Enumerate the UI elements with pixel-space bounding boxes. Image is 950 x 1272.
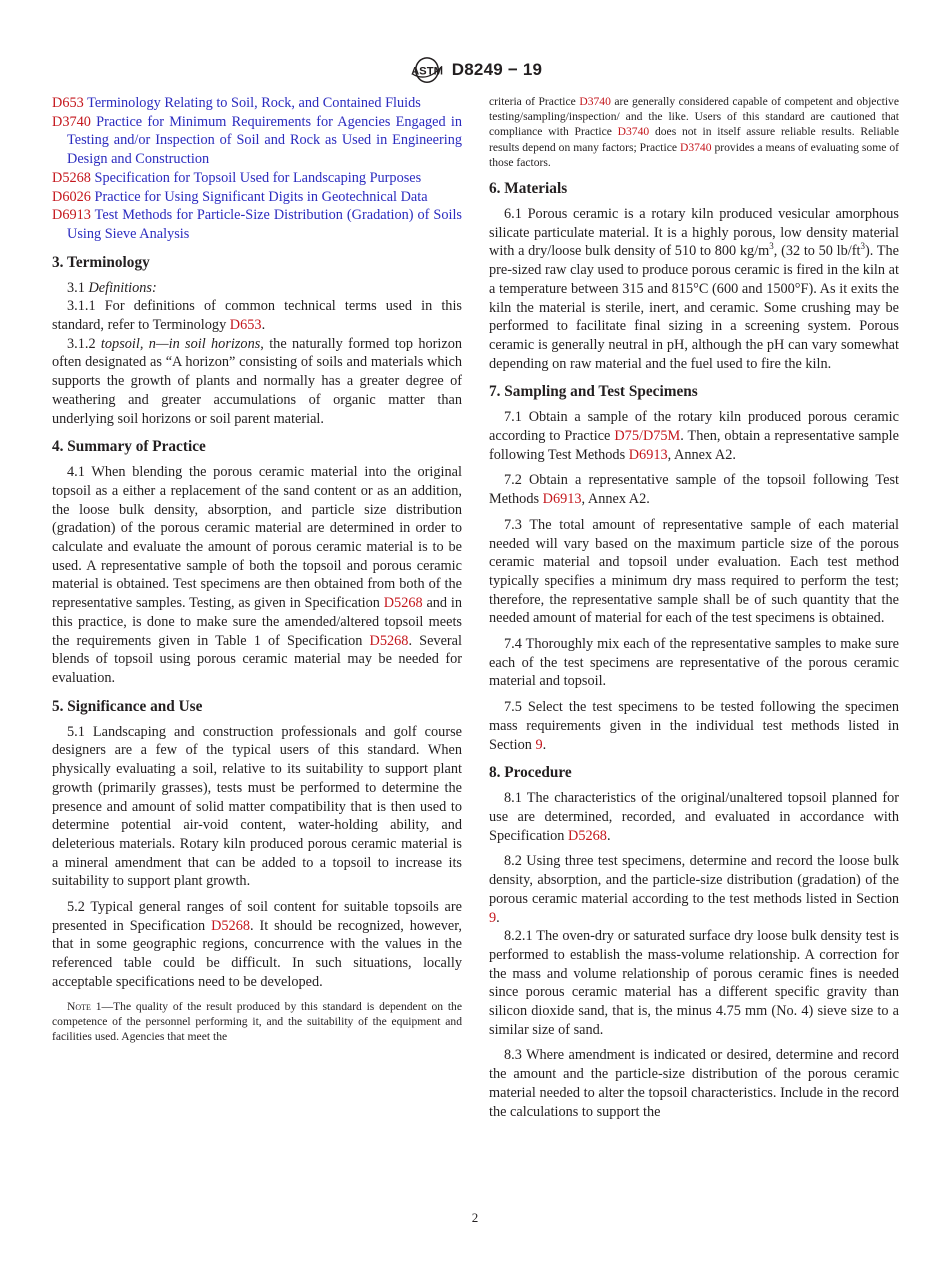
reference-link-d6913[interactable]: D6913 xyxy=(542,491,582,508)
page-header xyxy=(0,54,950,86)
reference-link-d75[interactable]: D75/D75M xyxy=(614,428,681,445)
reference-title-link[interactable]: Test Methods for Particle-Size Distribution (Gradation) of Soils Using Sieve Analysis xyxy=(67,207,462,242)
right-column xyxy=(489,94,899,1121)
referenced-documents-list xyxy=(52,94,462,244)
document-id: D8249 − 19 xyxy=(451,60,543,79)
reference-link-d3740[interactable]: D3740 xyxy=(617,125,650,139)
paragraph-3-1: 3.1 Definitions: xyxy=(67,279,157,296)
paragraph-3-1-1: 3.1.1 For definitions of common technical terms used in this standard, refer to Terminology D653. xyxy=(52,298,462,334)
reference-title-link[interactable]: Practice for Using Significant Digits in Geotechnical Data xyxy=(90,188,428,205)
reference-title-link[interactable]: Specification for Topsoil Used for Landscaping Purposes xyxy=(90,169,422,186)
section-heading-terminology: 3. Terminology xyxy=(52,253,150,271)
paragraph-6-1: 6.1 Porous ceramic is a rotary kiln produced vesicular amorphous silicate particulate material. It is a highly porous, low density material with a dry/loose bulk density of 510 to 800 $kg/m^3$, (32 to 50 $lb/ft^3$). The pre-sized raw clay used to produce porous ceramic is fired in the kiln at a temperature between 315 and 815°C (600 and 1500°F). As it exits the kiln the material is sterile, inert, and ceramic. Some crushing may be performed to facilitate final sizing in a screening system. Porous ceramic is generally neutral in pH, although the pH can vary somewhat depending on raw material and the fuel used to fire the kiln. xyxy=(489,206,899,372)
paragraph-7-4: 7.4 Thoroughly mix each of the representative samples to make sure each of the test specimens are representative of the porous ceramic material and topsoil. xyxy=(489,636,899,690)
paragraph-7-3: 7.3 The total amount of representative sample of each material needed will vary based on the maximum particle size of the porous ceramic material and topsoil under evaluation. Each test method typically specifies a minimum dry mass required to perform the test; therefore, the representative sample shall be of such quantity that the needed amount of material for each of the test specimens is obtained. xyxy=(489,516,899,627)
section-heading-procedure: 8. Procedure xyxy=(489,764,572,782)
paragraph-7-5: 7.5 Select the test specimens to be tested following the specimen mass requirements given in the individual test methods listed in Section 9. xyxy=(489,699,899,753)
section-heading-materials: 6. Materials xyxy=(489,180,568,198)
reference-code-link[interactable]: D6026 xyxy=(52,188,91,205)
reference-link-d653[interactable]: D653 xyxy=(229,317,262,334)
reference-code-link[interactable]: D6913 xyxy=(52,207,91,224)
left-column xyxy=(52,94,462,1044)
reference-item xyxy=(52,188,462,207)
paragraph-8-2: 8.2 Using three test specimens, determine and record the loose bulk density, absorption, and the particle-size distribution (gradation) of the porous ceramic material according to the test methods listed in Section 9. xyxy=(489,853,899,926)
note-1: Note 1—The quality of the result produced by this standard is dependent on the competence of the personnel performing it, and the suitability of the equipment and facilities used. Agencies that meet the xyxy=(52,999,462,1043)
reference-item xyxy=(52,113,462,169)
paragraph-8-2-1: 8.2.1 The oven-dry or saturated surface dry loose bulk density test is performed to establish the mass-volume relationship. A correction for the mass and volume relationship of porous ceramic fines is needed since porous ceramic material has a different specific gravity than silicon dioxide sand, that is, the minus 4.75 mm (No. 4) sieve size to a similar size of sand. xyxy=(489,928,899,1038)
reference-link-d5268[interactable]: D5268 xyxy=(568,827,607,844)
paragraph-5-1: 5.1 Landscaping and construction professionals and golf course designers are a few of the typical users of this standard. When physically evaluating a soil, relative to its suitability to support plant growth (primarily grasses), tests must be performed to determine the presence and amount of solid matter compatibility that is then used to determine potential air-void content, water-holding ability, and deleterious materials. Rotary kiln produced porous ceramic material is a mineral amendment that can be added to a topsoil to increase its suitability to support plant growth. xyxy=(52,723,462,890)
svg-text:ASTM: ASTM xyxy=(410,65,443,78)
reference-link-d6913[interactable]: D6913 xyxy=(628,446,668,463)
reference-link-d5268[interactable]: D5268 xyxy=(383,595,423,612)
reference-link-d5268[interactable]: D5268 xyxy=(369,632,409,649)
reference-code-link[interactable]: D3740 xyxy=(52,113,91,130)
section-heading-summary: 4. Summary of Practice xyxy=(52,438,206,456)
section-link-9[interactable]: 9 xyxy=(535,736,543,753)
paragraph-4-1: 4.1 When blending the porous ceramic material into the original topsoil as a either a replacement of the sand content or as an addition, the loose bulk density, absorption, and particle size distribution (gradation) of the porous ceramic material are determined in order to calculate and evaluate the amount of porous ceramic material is to be used. A representative sample of both the topsoil and porous ceramic material is obtained. Test specimens are then obtained from both of the representative samples. Testing, as given in Specification D5268 and in this practice, is done to make sure the amended/altered topsoil meets the requirements given in Table 1 of Specification D5268. Several blends of topsoil using porous ceramic material may be needed for evaluation. xyxy=(52,464,462,686)
reference-item xyxy=(52,169,462,188)
reference-link-d3740[interactable]: D3740 xyxy=(679,140,712,154)
section-heading-sampling: 7. Sampling and Test Specimens xyxy=(489,383,698,401)
reference-link-d5268[interactable]: D5268 xyxy=(211,917,250,934)
paragraph-8-3: 8.3 Where amendment is indicated or desired, determine and record the amount and the particle-size distribution of the porous ceramic material needed to alter the topsoil characteristics. Include in the record the calculations to support the xyxy=(489,1047,899,1120)
astm-logo-icon xyxy=(408,55,446,85)
paragraph-7-2: 7.2 Obtain a representative sample of the topsoil following Test Methods D6913, Annex A2. xyxy=(489,472,899,508)
paragraph-8-1: 8.1 The characteristics of the original/unaltered topsoil planned for use are determined, recorded, and evaluated in accordance with Specification D5268. xyxy=(489,790,899,844)
page-number: 2 xyxy=(471,1210,479,1225)
paragraph-3-1-2: 3.1.2 topsoil, n—in soil horizons, the naturally formed top horizon often designated as “A horizon” consisting of soils and materials which supports the growth of plants and normally has a greater degree of weathering and greater accumulations of organic matter than underlying soil horizons or soil parent material. xyxy=(52,335,462,427)
paragraph-7-1: 7.1 Obtain a sample of the rotary kiln produced porous ceramic according to Practice D75/D75M. Then, obtain a representative sample following Test Methods D6913, Annex A2. xyxy=(489,409,899,463)
reference-code-link[interactable]: D5268 xyxy=(52,169,91,186)
paragraph-5-2: 5.2 Typical general ranges of soil content for suitable topsoils are presented in Specification D5268. It should be recognized, however, that in some geographic regions, concurrence with the values in the referenced table could be difficult. In such situations, locally acceptable specifications need to be developed. xyxy=(52,899,462,990)
reference-title-link[interactable]: Terminology Relating to Soil, Rock, and Contained Fluids xyxy=(83,95,421,111)
reference-item xyxy=(52,206,462,243)
reference-item xyxy=(52,94,462,113)
section-link-9[interactable]: 9 xyxy=(489,909,497,926)
section-heading-significance: 5. Significance and Use xyxy=(52,697,203,715)
note-1-continued: criteria of Practice D3740 are generally considered capable of competent and objective testing/sampling/inspection/ and the like. Users of this standard are cautioned that compliance with Practice D3740 does not in itself assure reliable results. Reliable results depend on many factors; Practice D3740 provides a means of evaluating some of those factors. xyxy=(489,95,900,169)
reference-link-d3740[interactable]: D3740 xyxy=(579,95,611,108)
reference-code-link[interactable]: D653 xyxy=(52,95,84,111)
reference-title-link[interactable]: Practice for Minimum Requirements for Agencies Engaged in Testing and/or Inspection of Soil and Rock as Used in Engineering Design and Construction xyxy=(67,113,462,168)
